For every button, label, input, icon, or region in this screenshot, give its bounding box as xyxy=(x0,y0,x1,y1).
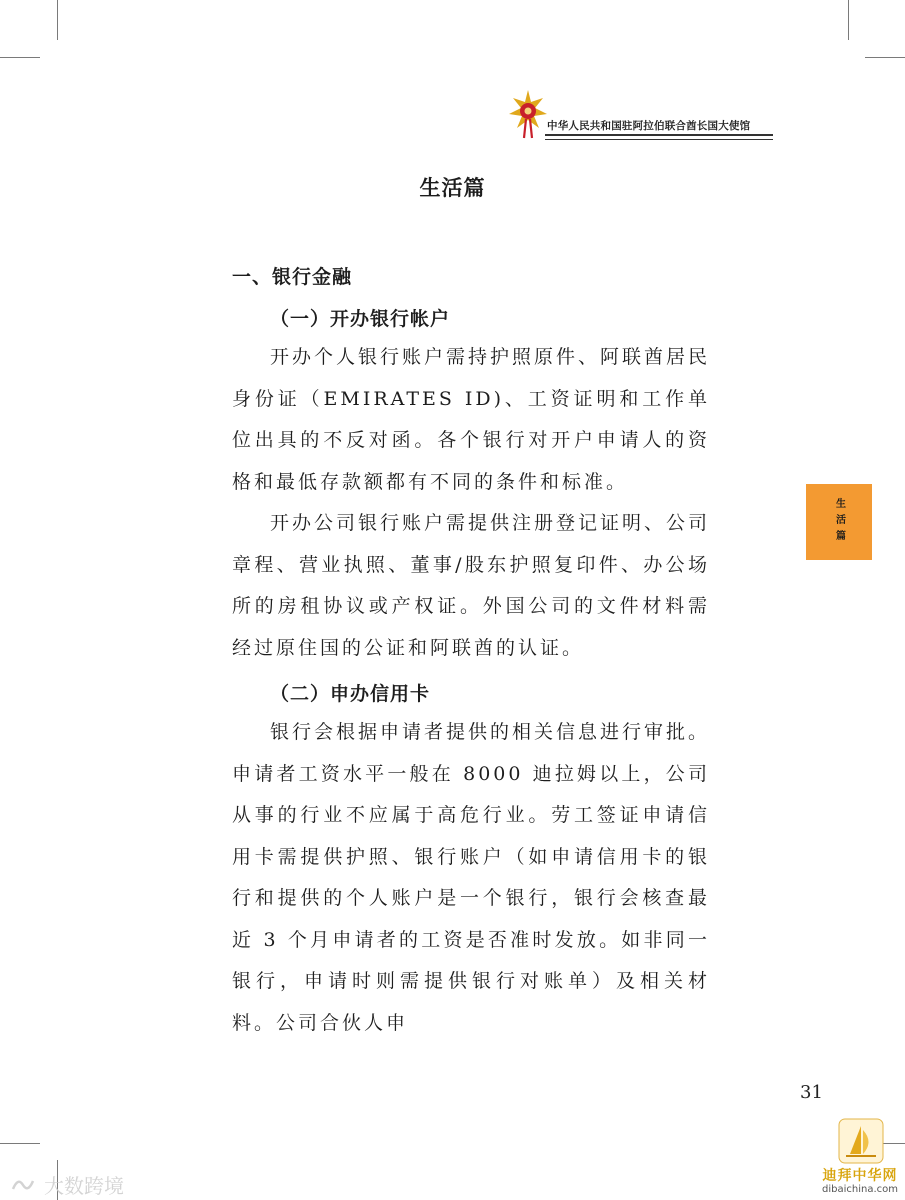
paragraph-personal-account: 开办个人银行账户需持护照原件、阿联酋居民身份证（EMIRATES ID)、工资证明和工作单位出具的不反对函。各个银行对开户申请人的资格和最低存款额都有不同的条件和标准。 xyxy=(232,346,711,493)
section-heading: 一、银行金融 xyxy=(232,266,353,288)
crop-mark xyxy=(865,57,905,58)
subsection-heading-account: （一）开办银行帐户 xyxy=(270,308,451,330)
embassy-name: 中华人民共和国驻阿拉伯联合酋长国大使馆 xyxy=(547,120,751,132)
watermark-left-text: 大数跨境 xyxy=(44,1174,124,1198)
page-number: 31 xyxy=(800,1082,823,1103)
watermark-right-url: dibaichina.com xyxy=(822,1184,898,1195)
crop-mark xyxy=(57,0,58,40)
crop-mark xyxy=(848,0,849,40)
sail-logo-icon xyxy=(838,1118,884,1164)
crop-mark xyxy=(0,1143,40,1144)
paragraph-company-account: 开办公司银行账户需提供注册登记证明、公司章程、营业执照、董事/股东护照复印件、办公场所的房租协议或产权证。外国公司的文件材料需经过原住国的公证和阿联酋的认证。 xyxy=(232,512,711,659)
embassy-header xyxy=(505,88,770,140)
header-rule xyxy=(545,134,773,140)
page-title: 生活篇 xyxy=(419,176,486,200)
paragraph-credit-card: 银行会根据申请者提供的相关信息进行审批。申请者工资水平一般在 8000 迪拉姆以上，公司从事的行业不应属于高危行业。劳工签证申请信用卡需提供护照、银行账户（如申请信用卡的银行和提供的个人账户是一个银行，银行会核查最近 3 个月申请者的工资是否准时发放。如非同一银行，申请时则需提供银行对账单）及相关材料。公司合伙人申 xyxy=(232,721,711,1034)
side-tab[interactable]: 生活篇 xyxy=(806,484,872,560)
watermark-right-name: 迪拜中华网 xyxy=(822,1168,898,1184)
watermark-left xyxy=(10,1170,124,1199)
subsection-heading-credit-card: （二）申办信用卡 xyxy=(270,683,431,705)
crop-mark xyxy=(0,57,40,58)
embassy-emblem-icon xyxy=(505,88,551,140)
watermark-logo-icon xyxy=(10,1175,36,1195)
watermark-right xyxy=(818,1118,902,1198)
